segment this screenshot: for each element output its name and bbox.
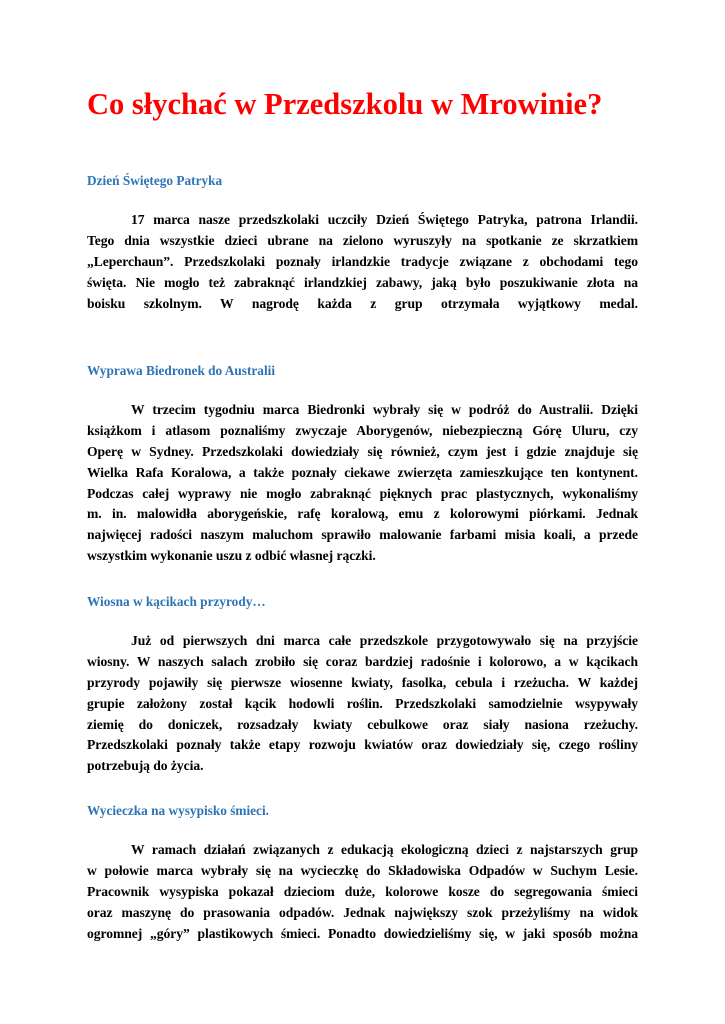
section-paragraph	[87, 840, 638, 944]
section-st-patricks-day	[87, 171, 638, 314]
paragraph-line: Operę w Sydney. Przedszkolaki dowiedziały się również, czym jest i gdzie znajduje się	[87, 443, 638, 459]
section-paragraph	[87, 210, 638, 314]
paragraph-line: Przedszkolaki poznały także etapy rozwoju kwiatów oraz dowiedziały się, czego rośliny	[87, 737, 638, 753]
paragraph-line: W trzecim tygodniu marca Biedronki wybrały się w podróż do Australii. Dzięki	[131, 402, 638, 417]
paragraph-line: Podczas całej wyprawy nie mogło zabraknąć pięknych prac plastycznych, wykonaliśmy	[87, 485, 638, 501]
paragraph-line: oraz maszynę do prasowania odpadów. Jednak największy szok przeżyliśmy na widok	[87, 904, 638, 920]
paragraph-line: ziemię do doniczek, rozsadzały kwiaty cebulkowe oraz siały nasiona rzeżuchy.	[87, 716, 638, 732]
section-spring-nature-corners	[87, 592, 638, 777]
paragraph-line: potrzebują do życia.	[87, 758, 204, 774]
paragraph-line: grupie założony został kącik hodowli roślin. Przedszkolaki samodzielnie wsypywały	[87, 695, 638, 711]
section-paragraph	[87, 400, 638, 567]
paragraph-line: ogromnej „góry” plastikowych śmieci. Ponadto dowiedzieliśmy się, w jaki sposób można	[87, 925, 638, 941]
paragraph-line: Już od pierwszych dni marca całe przedszkole przygotowywało się na przyjście	[131, 633, 638, 648]
section-heading: Wycieczka na wysypisko śmieci.	[87, 803, 269, 818]
section-australia-trip	[87, 361, 638, 567]
section-paragraph	[87, 631, 638, 777]
paragraph-line: 17 marca nasze przedszkolaki uczciły Dzień Świętego Patryka, patrona Irlandii.	[131, 212, 638, 227]
section-heading: Wyprawa Biedronek do Australii	[87, 363, 276, 378]
paragraph-line: boisku szkolnym. W nagrodę każda z grup otrzymała wyjątkowy medal.	[87, 295, 638, 311]
paragraph-line: wszystkim wykonanie uszu z odbić własnej rączki.	[87, 548, 376, 564]
paragraph-line: święta. Nie mogło też zabraknąć irlandzkiej zabawy, jaką było poszukiwanie złota na	[87, 274, 638, 290]
paragraph-line: książkom i atlasom poznaliśmy zwyczaje Aborygenów, niebezpieczną Górę Uluru, czy	[87, 422, 638, 438]
paragraph-line: Tego dnia wszystkie dzieci ubrane na zielono wyruszyły na spotkanie ze skrzatkiem	[87, 232, 638, 248]
section-landfill-trip	[87, 801, 638, 944]
paragraph-line: Wielka Rafa Koralowa, a także poznały ciekawe zwierzęta zamieszkujące ten kontynent.	[87, 464, 638, 480]
paragraph-line: wiosny. W naszych salach zrobiło się coraz bardziej radośnie i kolorowo, a w kącikach	[87, 653, 638, 669]
section-heading: Wiosna w kącikach przyrody…	[87, 594, 266, 609]
paragraph-line: przyrody pojawiły się pierwsze wiosenne kwiaty, fasolka, cebula i rzeżucha. W każdej	[87, 674, 638, 690]
paragraph-line: W ramach działań związanych z edukacją ekologiczną dzieci z najstarszych grup	[131, 842, 638, 857]
section-heading: Dzień Świętego Patryka	[87, 173, 223, 188]
paragraph-line: Pracownik wysypiska pokazał dzieciom duże, kolorowe kosze do segregowania śmieci	[87, 883, 638, 899]
paragraph-line: m. in. malowidła aborygeńskie, rafę koralową, emu z kolorowymi piórkami. Jednak	[87, 506, 638, 522]
paragraph-line: „Leperchaun”. Przedszkolaki poznały irlandzkie tradycje związane z obchodami tego	[87, 253, 638, 269]
page-title: Co słychać w Przedszkolu w Mrowinie?	[87, 87, 603, 121]
paragraph-line: najwięcej radości naszym maluchom sprawiło malowanie farbami misia koali, a przede	[87, 527, 638, 543]
paragraph-line: w połowie marca wybrały się na wycieczkę do Składowiska Odpadów w Suchym Lesie.	[87, 862, 638, 878]
